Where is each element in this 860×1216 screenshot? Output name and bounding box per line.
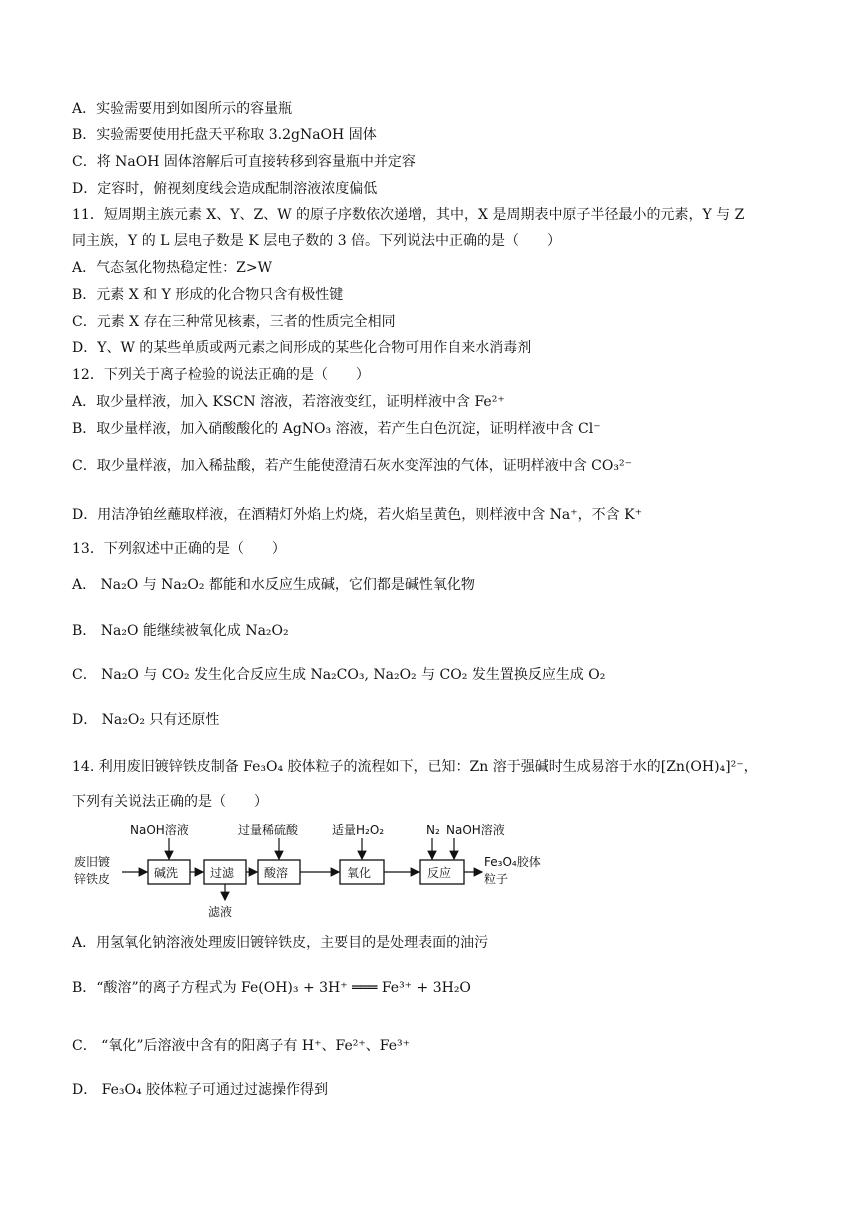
q12-option-c: C．取少量样液，加入稀盐酸，若产生能使澄清石灰水变浑浊的气体，证明样液中含 CO₃²⁻ [72,458,632,474]
flow-byproduct-filtrate: 滤液 [208,905,233,919]
q11-option-c: C．元素 X 存在三种常见核素，三者的性质完全相同 [72,314,396,330]
q11-stem-line2: 同主族，Y 的 L 层电子数是 K 层电子数的 3 倍。下列说法中正确的是（ ） [72,233,562,249]
q14-option-d: D． Fe₃O₄ 胶体粒子可通过过滤操作得到 [72,1082,329,1098]
q13-stem: 13．下列叙述中正确的是（ ） [72,541,286,557]
q10-option-a: A．实验需要用到如图所示的容量瓶 [72,101,293,117]
flow-reagent-naoh-2: NaOH溶液 [446,823,505,837]
q11-option-a: A．气态氢化物热稳定性：Z>W [72,260,272,276]
flow-reagent-h2o2: 适量H₂O₂ [332,823,385,837]
flow-start-label-2: 锌铁皮 [74,872,111,886]
q13-option-d: D． Na₂O₂ 只有还原性 [72,712,220,728]
q14-option-b: B．“酸溶”的离子方程式为 Fe(OH)₃ + 3H⁺ ═══ Fe³⁺ + 3H₂O [72,980,471,996]
q14-stem-line1: 14. 利用废旧镀锌铁皮制备 Fe₃O₄ 胶体粒子的流程如下，已知：Zn 溶于强碱时生成易溶于水的[Zn(OH)₄]²⁻， [72,759,758,775]
q11-option-b: B．元素 X 和 Y 形成的化合物只含有极性键 [72,287,344,303]
process-flow-diagram [70,820,565,920]
q13-option-b: B． Na₂O 能继续被氧化成 Na₂O₂ [72,623,289,639]
q13-option-c: C． Na₂O 与 CO₂ 发生化合反应生成 Na₂CO₃, Na₂O₂ 与 CO₂ 发生置换反应生成 O₂ [72,667,606,683]
flow-product-line1: Fe₃O₄胶体 [484,855,541,869]
flow-step-react: 反应 [427,866,452,880]
q10-option-d: D．定容时，俯视刻度线会造成配制溶液浓度偏低 [72,181,378,197]
q12-stem: 12．下列关于离子检验的说法正确的是（ ） [72,367,370,383]
q12-option-b: B．取少量样液，加入硝酸酸化的 AgNO₃ 溶液，若产生白色沉淀，证明样液中含 Cl⁻ [72,421,601,437]
flow-reagent-h2so4: 过量稀硫酸 [238,823,299,837]
q13-option-a: A． Na₂O 与 Na₂O₂ 都能和水反应生成碱，它们都是碱性氧化物 [72,577,475,593]
flow-start-label-1: 废旧镀 [74,855,111,869]
flow-step-acid-dissolve: 酸溶 [264,866,289,880]
flow-step-filter: 过滤 [210,866,235,880]
q10-option-c: C．将 NaOH 固体溶解后可直接转移到容量瓶中并定容 [72,154,416,170]
q11-stem-line1: 11．短周期主族元素 X、Y、Z、W 的原子序数依次递增，其中，X 是周期表中原子半径最小的元素，Y 与 Z [72,207,745,223]
flow-reagent-naoh-1: NaOH溶液 [130,823,189,837]
flow-product-line2: 粒子 [484,872,509,886]
flow-step-oxidize: 氧化 [347,866,372,880]
q14-option-a: A．用氢氧化钠溶液处理废旧镀锌铁皮，主要目的是处理表面的油污 [72,935,489,951]
q12-option-d: D．用洁净铂丝蘸取样液，在酒精灯外焰上灼烧，若火焰呈黄色，则样液中含 Na⁺，不含 K⁺ [72,507,642,523]
q14-option-c: C． “氧化”后溶液中含有的阳离子有 H⁺、Fe²⁺、Fe³⁺ [72,1038,410,1054]
flow-step-alkali-wash: 碱洗 [154,866,179,880]
q11-option-d: D．Y、W 的某些单质或两元素之间形成的某些化合物可用作自来水消毒剂 [72,340,532,356]
flow-reagent-n2: N₂ [426,823,440,837]
q14-stem-line2: 下列有关说法正确的是（ ） [72,794,268,810]
q10-option-b: B．实验需要使用托盘天平称取 3.2gNaOH 固体 [72,127,377,143]
q12-option-a: A．取少量样液，加入 KSCN 溶液，若溶液变红，证明样液中含 Fe²⁺ [72,394,505,410]
